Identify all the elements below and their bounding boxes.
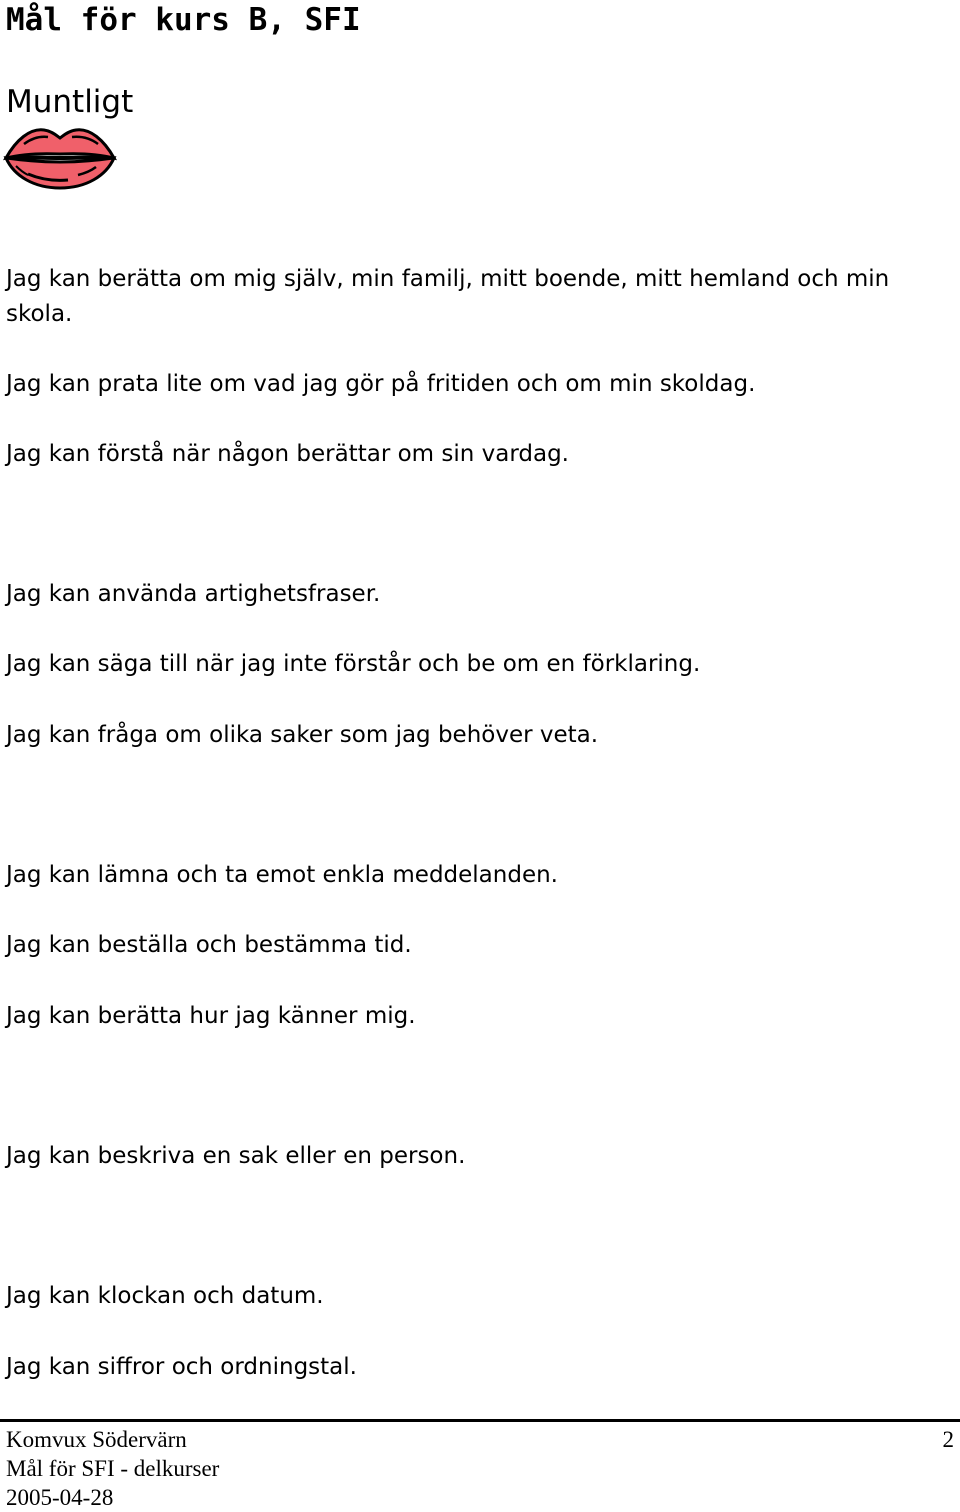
footer-date: 2005-04-28 — [6, 1485, 114, 1510]
goal-item: Jag kan förstå när någon berättar om sin vardag. — [6, 441, 569, 467]
goal-item: Jag kan beställa och bestämma tid. — [6, 932, 412, 958]
goal-item: Jag kan använda artighetsfraser. — [6, 581, 381, 607]
goal-item: Jag kan klockan och datum. — [6, 1283, 324, 1309]
goal-item: Jag kan lämna och ta emot enkla meddelanden. — [6, 862, 558, 888]
footer-divider — [0, 1419, 960, 1422]
goal-item: Jag kan berätta om mig själv, min familj, mitt boende, mitt hemland och min — [6, 266, 890, 292]
lips-icon — [2, 120, 118, 194]
goal-item: Jag kan prata lite om vad jag gör på fritiden och om min skoldag. — [6, 371, 756, 397]
goal-item: Jag kan säga till när jag inte förstår och be om en förklaring. — [6, 651, 701, 677]
section-heading: Muntligt — [6, 84, 134, 120]
goal-item: skola. — [6, 301, 73, 327]
page-title: Mål för kurs B, SFI — [6, 2, 361, 38]
goal-item: Jag kan fråga om olika saker som jag behöver veta. — [6, 722, 599, 748]
footer-organization: Komvux Södervärn — [6, 1427, 187, 1452]
goal-item: Jag kan berätta hur jag känner mig. — [6, 1003, 416, 1029]
page-number: 2 — [942, 1427, 954, 1452]
goal-item: Jag kan beskriva en sak eller en person. — [6, 1143, 466, 1169]
footer-document-title: Mål för SFI - delkurser — [6, 1456, 220, 1481]
goal-item: Jag kan siffror och ordningstal. — [6, 1354, 357, 1380]
